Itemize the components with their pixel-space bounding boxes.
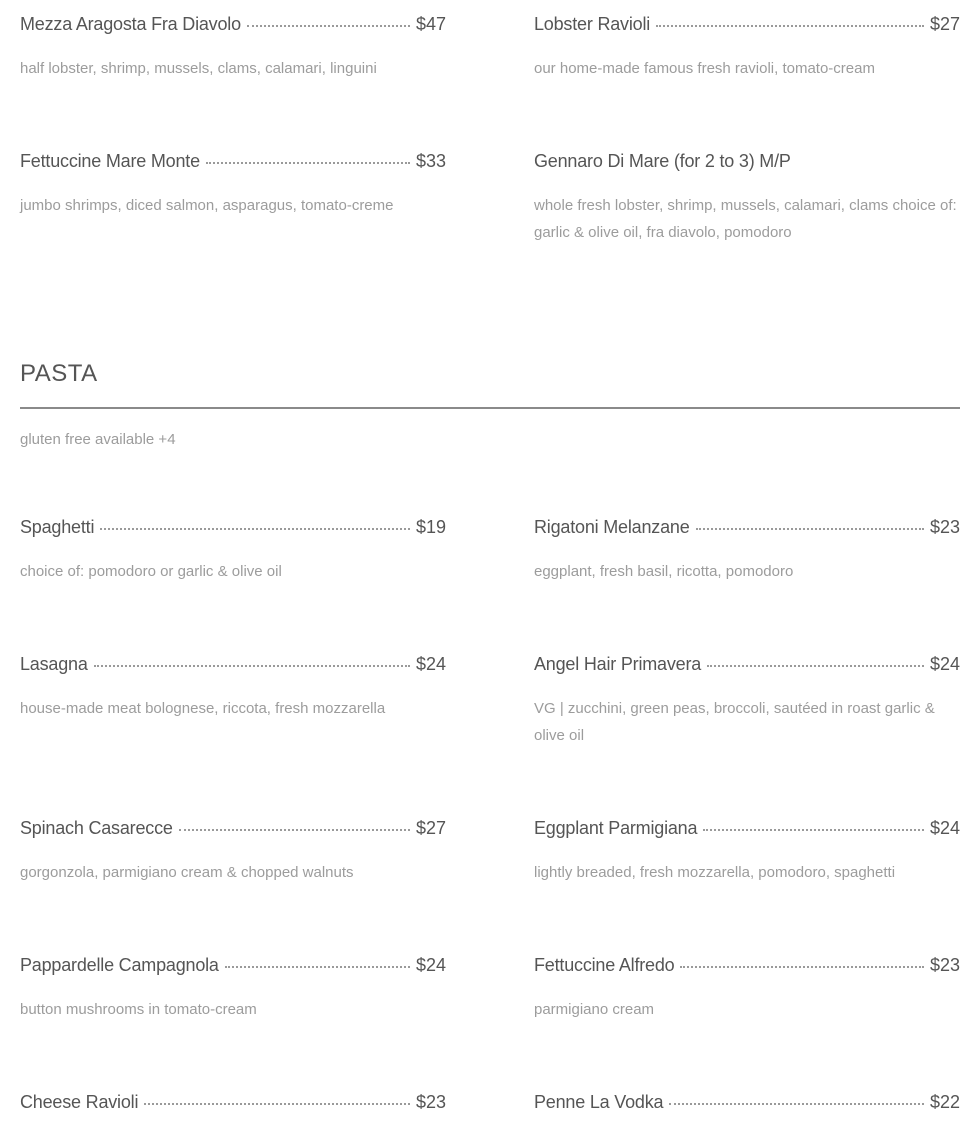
item-description: lightly breaded, fresh mozzarella, pomodoro, spaghetti bbox=[534, 864, 896, 881]
item-price: $24 bbox=[415, 955, 446, 975]
item-name: Mezza Aragosta Fra Diavolo bbox=[20, 14, 241, 34]
item-description: whole fresh lobster, shrimp, mussels, calamari, clams choice of: garlic & olive oil, fra diavolo, pomodoro bbox=[534, 197, 957, 241]
section-title: PASTA bbox=[20, 360, 98, 387]
item-price: $23 bbox=[415, 1092, 446, 1112]
item-description: gorgonzola, parmigiano cream & chopped walnuts bbox=[20, 864, 354, 881]
item-name: Pappardelle Campagnola bbox=[20, 955, 219, 975]
item-name: Penne La Vodka bbox=[534, 1092, 664, 1112]
menu-item bbox=[534, 14, 960, 82]
dot-leader bbox=[247, 25, 410, 27]
menu-item-header bbox=[534, 14, 960, 40]
menu-item bbox=[20, 1092, 446, 1118]
item-name: Fettuccine Mare Monte bbox=[20, 151, 200, 171]
dot-leader bbox=[206, 162, 410, 164]
menu-item-header bbox=[534, 1092, 960, 1118]
menu-item-header bbox=[534, 654, 960, 680]
item-price: $24 bbox=[929, 818, 960, 838]
item-name: Spaghetti bbox=[20, 517, 95, 537]
dot-leader bbox=[94, 665, 410, 667]
item-name: Lobster Ravioli bbox=[534, 14, 651, 34]
item-description: VG | zucchini, green peas, broccoli, sautéed in roast garlic & olive oil bbox=[534, 700, 935, 744]
dot-leader bbox=[669, 1103, 924, 1105]
item-price: $47 bbox=[415, 14, 446, 34]
dot-leader bbox=[100, 528, 410, 530]
menu-item-header bbox=[534, 517, 960, 543]
item-description: half lobster, shrimp, mussels, clams, calamari, linguini bbox=[20, 60, 377, 77]
menu-item bbox=[534, 955, 960, 1023]
item-price: $23 bbox=[929, 517, 960, 537]
item-name: Fettuccine Alfredo bbox=[534, 955, 675, 975]
menu-item-header bbox=[20, 654, 446, 680]
item-name: Rigatoni Melanzane bbox=[534, 517, 690, 537]
item-price: $24 bbox=[929, 654, 960, 674]
section-divider bbox=[20, 407, 960, 409]
menu-item bbox=[20, 955, 446, 1023]
menu-item bbox=[20, 818, 446, 886]
dot-leader bbox=[707, 665, 924, 667]
dot-leader bbox=[696, 528, 924, 530]
item-price: $24 bbox=[415, 654, 446, 674]
item-price: $22 bbox=[929, 1092, 960, 1112]
item-description: our home-made famous fresh ravioli, tomato-cream bbox=[534, 60, 875, 77]
menu-item bbox=[534, 517, 960, 585]
menu-item bbox=[534, 1092, 960, 1118]
item-description: eggplant, fresh basil, ricotta, pomodoro bbox=[534, 563, 794, 580]
menu-item-header bbox=[534, 151, 960, 177]
menu-item-header bbox=[20, 14, 446, 40]
item-description: house-made meat bolognese, riccota, fresh mozzarella bbox=[20, 700, 386, 717]
menu-item-header bbox=[20, 517, 446, 543]
item-price: $33 bbox=[415, 151, 446, 171]
item-name: Gennaro Di Mare (for 2 to 3) M/P bbox=[534, 151, 791, 171]
item-price: $27 bbox=[415, 818, 446, 838]
dot-leader bbox=[656, 25, 924, 27]
menu-item bbox=[534, 151, 960, 246]
item-name: Eggplant Parmigiana bbox=[534, 818, 698, 838]
item-description: button mushrooms in tomato-cream bbox=[20, 1001, 257, 1018]
menu-item-header bbox=[20, 818, 446, 844]
menu-item-header bbox=[20, 151, 446, 177]
menu-item bbox=[20, 654, 446, 722]
dot-leader bbox=[144, 1103, 410, 1105]
item-name: Spinach Casarecce bbox=[20, 818, 173, 838]
menu-item-header bbox=[534, 955, 960, 981]
item-price: $27 bbox=[929, 14, 960, 34]
item-name: Angel Hair Primavera bbox=[534, 654, 702, 674]
item-price: $23 bbox=[929, 955, 960, 975]
menu-item bbox=[20, 14, 446, 82]
item-name: Lasagna bbox=[20, 654, 88, 674]
menu-item bbox=[534, 818, 960, 886]
menu-item-header bbox=[20, 955, 446, 981]
menu-item-header bbox=[534, 818, 960, 844]
item-description: parmigiano cream bbox=[534, 1001, 655, 1018]
menu-item-header bbox=[20, 1092, 446, 1118]
section-note: gluten free available +4 bbox=[20, 431, 176, 448]
item-description: jumbo shrimps, diced salmon, asparagus, tomato-creme bbox=[20, 197, 394, 214]
item-description: choice of: pomodoro or garlic & olive oil bbox=[20, 563, 282, 580]
menu-item bbox=[534, 654, 960, 749]
menu-item bbox=[20, 151, 446, 219]
dot-leader bbox=[225, 966, 410, 968]
dot-leader bbox=[703, 829, 924, 831]
menu-item bbox=[20, 517, 446, 585]
item-price: $19 bbox=[415, 517, 446, 537]
dot-leader bbox=[680, 966, 923, 968]
dot-leader bbox=[179, 829, 410, 831]
item-name: Cheese Ravioli bbox=[20, 1092, 139, 1112]
